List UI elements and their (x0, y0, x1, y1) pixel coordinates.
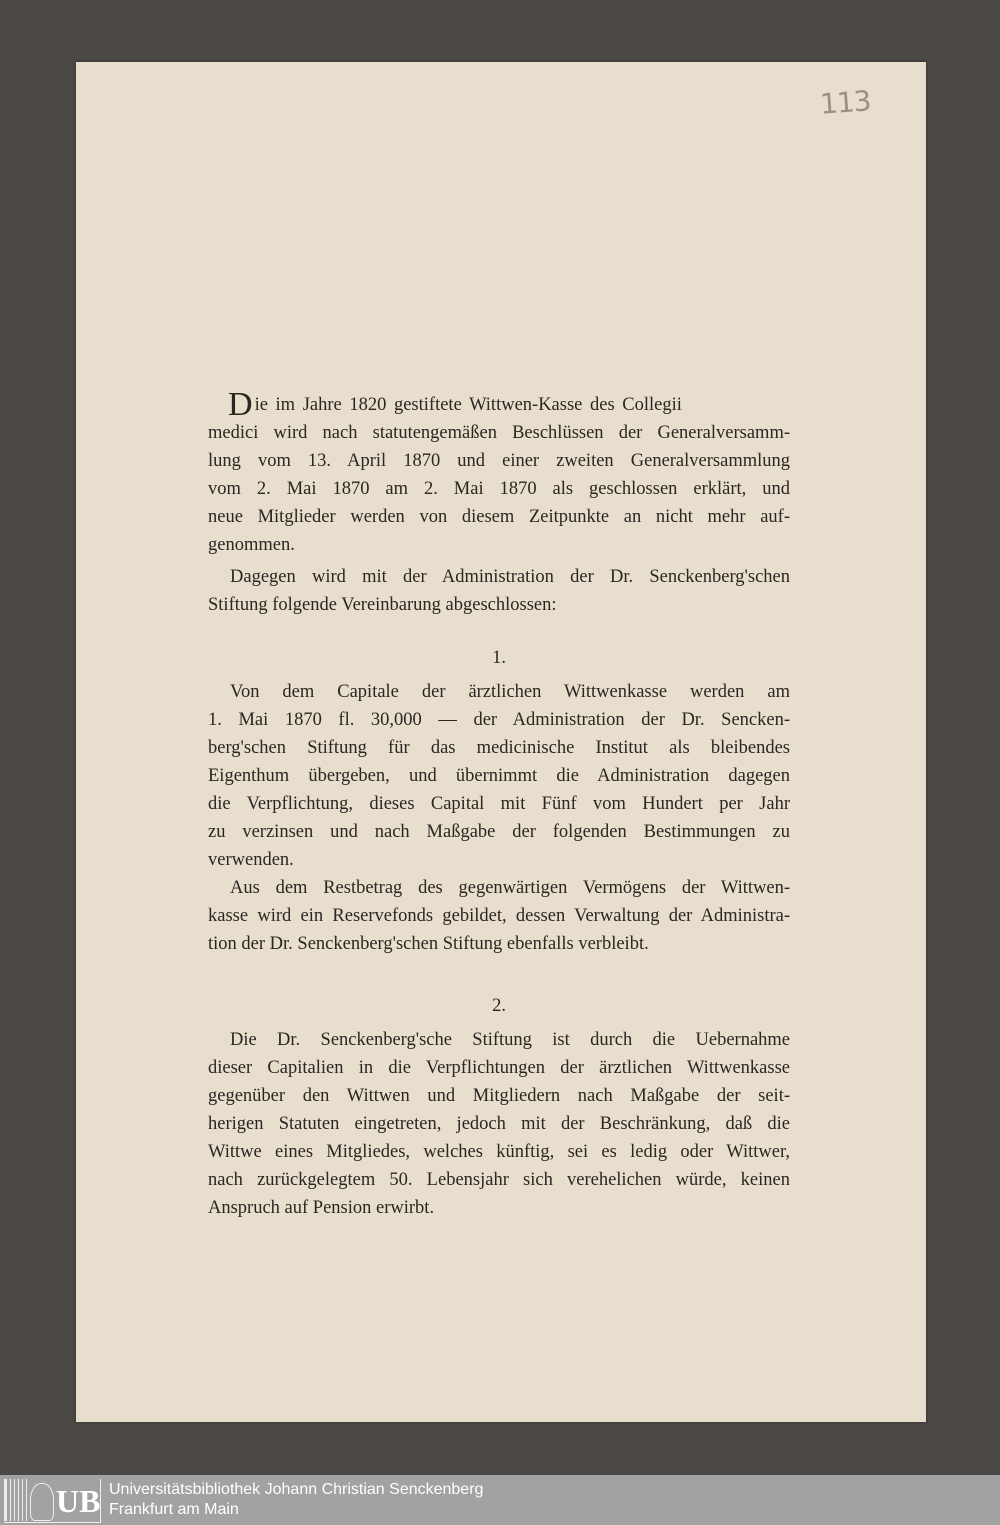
paragraph (208, 386, 790, 559)
text-line: lung vom 13. April 1870 und einer zweiten Generalversammlung (208, 451, 790, 471)
text-line: neue Mitglieder werden von diesem Zeitpunkte an nicht mehr auf- (208, 507, 790, 527)
paragraph (208, 1026, 790, 1222)
text-line: nach zurückgelegtem 50. Lebensjahr sich verehelichen würde, keinen (208, 1170, 790, 1190)
text-line: herigen Statuten eingetreten, jedoch mit der Beschränkung, daß die (208, 1114, 790, 1134)
section-heading: 2. (492, 996, 506, 1016)
paragraph (208, 678, 790, 874)
text-line: Dagegen wird mit der Administration der Dr. Senckenberg'schen (230, 567, 790, 587)
text-line: berg'schen Stiftung für das medicinische Institut als bleibendes (208, 738, 790, 758)
text-line: die Verpflichtung, dieses Capital mit Fünf vom Hundert per Jahr (208, 794, 790, 814)
paragraph (208, 874, 790, 958)
text-line: Aus dem Restbetrag des gegenwärtigen Vermögens der Wittwen- (230, 878, 790, 898)
text-line: Anspruch auf Pension erwirbt. (208, 1198, 435, 1218)
text-line: gegenüber den Wittwen und Mitgliedern nach Maßgabe der seit- (208, 1086, 790, 1106)
text-line: verwenden. (208, 850, 294, 870)
text-line: Von dem Capitale der ärztlichen Wittwenkasse werden am (230, 682, 790, 702)
text-line (208, 386, 790, 423)
text-line: dieser Capitalien in die Verpflichtungen der ärztlichen Wittwenkasse (208, 1058, 790, 1078)
library-name: Universitätsbibliothek Johann Christian Senckenberg (109, 1481, 484, 1498)
text-line: Wittwe eines Mitgliedes, welches künftig, sei es ledig oder Wittwer, (208, 1142, 790, 1162)
portrait-icon (30, 1483, 54, 1521)
ub-logo (4, 1479, 101, 1523)
text-line: Eigenthum übergeben, und übernimmt die Administration dagegen (208, 766, 790, 786)
text-line: zu verzinsen und nach Maßgabe der folgenden Bestimmungen zu (208, 822, 790, 842)
text-line: Die Dr. Senckenberg'sche Stiftung ist durch die Uebernahme (230, 1030, 790, 1050)
logo-text: UB (56, 1483, 101, 1519)
paragraph (208, 563, 790, 619)
section-heading: 1. (492, 648, 506, 668)
handwritten-folio-number: 113 (818, 84, 872, 121)
library-footer (0, 1475, 1000, 1525)
drop-cap: D (228, 386, 253, 423)
text-line: tion der Dr. Senckenberg'schen Stiftung ebenfalls verbleibt. (208, 934, 649, 954)
text-line: 1. Mai 1870 fl. 30,000 — der Administration der Dr. Sencken- (208, 710, 790, 730)
text-line: genommen. (208, 535, 295, 555)
text-line: kasse wird ein Reservefonds gebildet, dessen Verwaltung der Administra- (208, 906, 790, 926)
library-location: Frankfurt am Main (109, 1501, 239, 1518)
text-line-content: ie im Jahre 1820 gestiftete Wittwen-Kasse des Collegii (254, 395, 682, 415)
text-line: vom 2. Mai 1870 am 2. Mai 1870 als geschlossen erklärt, und (208, 479, 790, 499)
text-line: medici wird nach statutengemäßen Beschlüssen der Generalversamm- (208, 423, 790, 443)
pillars-icon (4, 1479, 28, 1521)
text-line: Stiftung folgende Vereinbarung abgeschlossen: (208, 595, 557, 615)
